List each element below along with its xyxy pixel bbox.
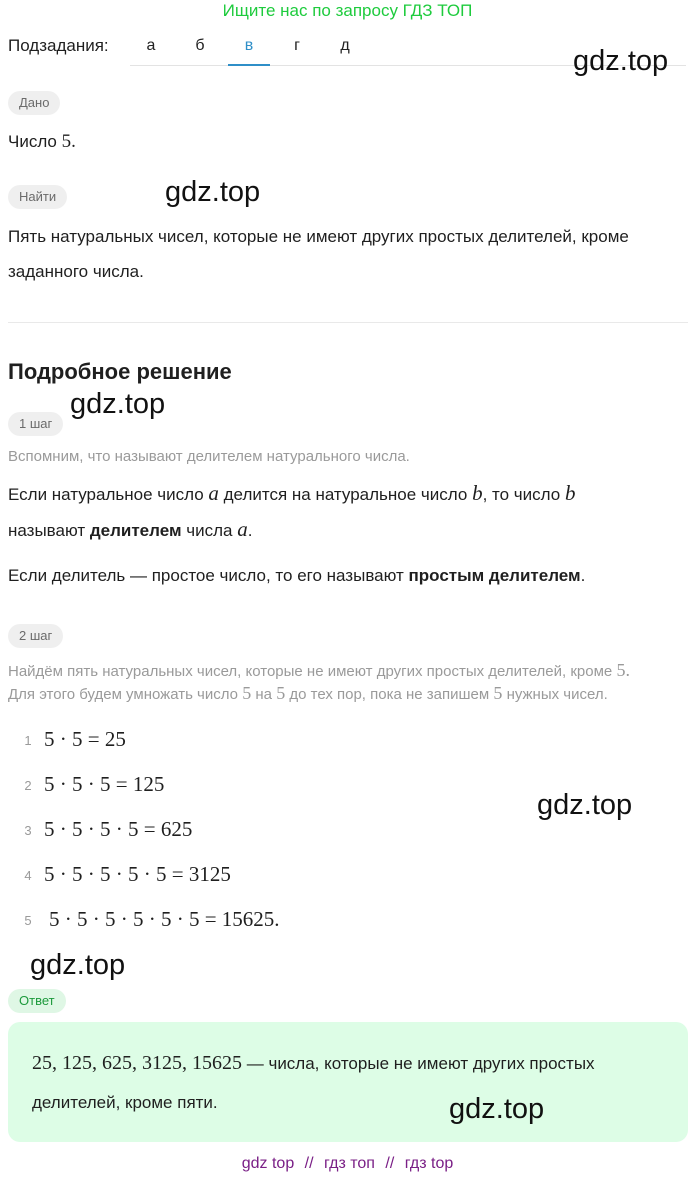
step-2-pill: 2 шаг [8, 624, 63, 648]
text-fragment: Для этого будем умножать число [8, 686, 239, 703]
answer-box [8, 1022, 688, 1142]
text-fragment: . [247, 521, 253, 540]
text-fragment: нужных чисел. [506, 686, 608, 703]
list-number: 5 [24, 913, 32, 928]
given-label: Число [8, 132, 57, 151]
var-b: b [564, 481, 576, 505]
text-fragment: Если натуральное число [8, 485, 204, 504]
var-a: a [237, 517, 248, 541]
given-number: 5. [61, 131, 76, 152]
section-divider [8, 322, 688, 323]
answer-pill: Ответ [8, 989, 66, 1013]
number: 5 [242, 683, 252, 703]
step-2-hint-1 [8, 659, 630, 683]
tab-g[interactable]: г [294, 37, 300, 54]
find-line-2: заданного числа. [8, 262, 144, 281]
tab-d[interactable]: д [340, 37, 350, 54]
tab-a[interactable]: а [146, 37, 156, 54]
find-pill: Найти [8, 185, 67, 209]
step-1-para-1-line-1 [8, 482, 575, 506]
solution-title: Подробное решение [8, 359, 232, 384]
step-1-hint: Вспомним, что называют делителем натурального числа. [8, 448, 410, 465]
answer-line-1 [32, 1052, 595, 1075]
list-expr: 5 · 5 = 25 [44, 727, 126, 751]
number: 5 [493, 683, 503, 703]
text-fragment: Найдём пять натуральных чисел, которые не имеют других простых делителей, кроме [8, 663, 613, 680]
term-prime-divisor: простым делителем [408, 566, 581, 585]
footer-link-gdz-top-ru[interactable]: гдз топ [324, 1155, 375, 1172]
number: 5 [276, 683, 286, 703]
text-fragment: Если делитель — простое число, то его называют [8, 566, 404, 585]
list-expr: 5 · 5 · 5 · 5 = 625 [44, 817, 193, 841]
footer-separator: // [304, 1155, 314, 1172]
step-1-pill: 1 шаг [8, 412, 63, 436]
text-fragment: на [255, 686, 273, 703]
text-fragment: . [580, 566, 586, 585]
text-fragment: называют [8, 521, 86, 540]
list-number: 3 [24, 823, 32, 838]
find-line-1: Пять натуральных чисел, которые не имеют других простых делителей, кроме [8, 227, 629, 246]
list-expr: 5 · 5 · 5 · 5 · 5 · 5 = 15625. [49, 907, 280, 931]
answer-numbers: 25, 125, 625, 3125, 15625 [32, 1052, 242, 1074]
text-fragment: — числа, которые не имеют других простых [246, 1054, 595, 1073]
given-text [8, 131, 76, 153]
footer-links [0, 1155, 695, 1173]
tab-b[interactable]: б [195, 37, 205, 54]
watermark: gdz.top [537, 789, 633, 821]
watermark: gdz.top [573, 45, 669, 77]
step-2-hint-2 [8, 682, 608, 706]
list-expr: 5 · 5 · 5 · 5 · 5 = 3125 [44, 862, 231, 886]
text-fragment: числа [186, 521, 233, 540]
watermark: gdz.top [449, 1093, 545, 1125]
footer-link-gdz-top-mixed[interactable]: гдз top [404, 1155, 454, 1172]
watermark: gdz.top [30, 949, 126, 981]
footer-link-gdz-top[interactable]: gdz top [241, 1155, 295, 1172]
answer-line-2: делителей, кроме пяти. [32, 1093, 218, 1112]
search-banner: Ищите нас по запросу ГДЗ ТОП [222, 1, 473, 20]
text-fragment: , то число [482, 485, 561, 504]
list-number: 2 [24, 778, 32, 793]
footer-separator: // [385, 1155, 395, 1172]
var-a: a [208, 481, 219, 505]
tab-v[interactable]: в [228, 28, 270, 66]
list-number: 4 [24, 868, 32, 883]
given-pill: Дано [8, 91, 60, 115]
text-fragment: делится на натуральное число [223, 485, 468, 504]
text-fragment: до тех пор, пока не запишем [289, 686, 490, 703]
watermark: gdz.top [165, 176, 261, 208]
term-divisor: делителем [89, 521, 182, 540]
step-1-para-2 [8, 565, 585, 587]
list-number: 1 [24, 733, 32, 748]
subtasks-label: Подзадания: [8, 36, 109, 55]
number: 5. [616, 660, 630, 680]
list-expr: 5 · 5 · 5 = 125 [44, 772, 165, 796]
step-1-para-1-line-2 [8, 518, 252, 542]
var-b: b [472, 481, 483, 505]
watermark: gdz.top [70, 388, 166, 420]
